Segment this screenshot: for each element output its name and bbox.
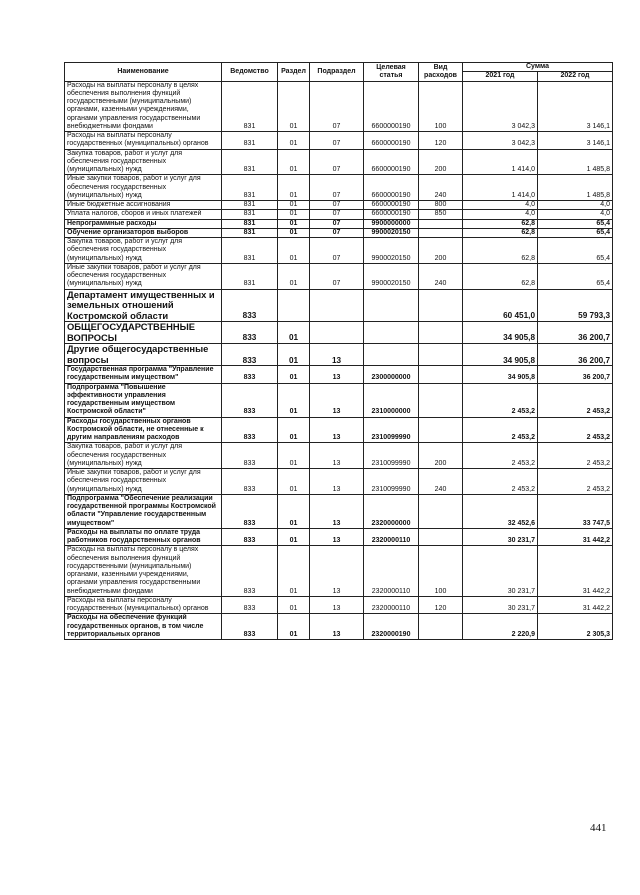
- cell-vedomstvo: 831: [222, 175, 278, 201]
- cell-razdel: 01: [278, 263, 310, 289]
- cell-sum-2021: 2 453,2: [463, 469, 538, 495]
- cell-name: Закупка товаров, работ и услуг для обеспечения государственных (муниципальных) нужд: [65, 238, 222, 264]
- table-row: [65, 614, 613, 640]
- cell-vid: [419, 228, 463, 237]
- table-row: [65, 201, 613, 210]
- cell-vedomstvo: 831: [222, 201, 278, 210]
- cell-target: 2310099990: [364, 469, 419, 495]
- cell-sum-2022: 1 485,8: [538, 175, 613, 201]
- cell-target: [364, 289, 419, 322]
- cell-name: Государственная программа "Управление государственным имуществом": [65, 366, 222, 384]
- cell-sum-2021: 34 905,8: [463, 366, 538, 384]
- cell-target: 9900020150: [364, 263, 419, 289]
- cell-vid: 120: [419, 596, 463, 614]
- cell-vedomstvo: 831: [222, 210, 278, 219]
- col-header-2022: 2022 год: [538, 72, 613, 81]
- cell-sum-2022: 31 442,2: [538, 596, 613, 614]
- cell-vedomstvo: 833: [222, 596, 278, 614]
- cell-target: 6600000190: [364, 210, 419, 219]
- cell-sum-2022: 1 485,8: [538, 149, 613, 175]
- cell-sum-2022: 36 200,7: [538, 322, 613, 344]
- cell-target: 2310099990: [364, 417, 419, 443]
- cell-razdel: 01: [278, 494, 310, 528]
- cell-vid: [419, 219, 463, 228]
- table-row: [65, 289, 613, 322]
- cell-podrazdel: 13: [310, 614, 364, 640]
- cell-target: 2320000110: [364, 546, 419, 597]
- cell-podrazdel: 07: [310, 263, 364, 289]
- cell-sum-2021: 2 453,2: [463, 383, 538, 417]
- cell-sum-2021: 30 231,7: [463, 546, 538, 597]
- cell-sum-2021: 62,8: [463, 238, 538, 264]
- table-row: [65, 132, 613, 150]
- cell-name: Иные закупки товаров, работ и услуг для обеспечения государственных (муниципальных) нужд: [65, 469, 222, 495]
- cell-podrazdel: 07: [310, 219, 364, 228]
- cell-podrazdel: 13: [310, 383, 364, 417]
- cell-sum-2021: 1 414,0: [463, 149, 538, 175]
- cell-vedomstvo: 833: [222, 494, 278, 528]
- table-row: [65, 546, 613, 597]
- col-header-razdel: Раздел: [278, 63, 310, 82]
- cell-razdel: 01: [278, 201, 310, 210]
- cell-sum-2022: 65,4: [538, 263, 613, 289]
- cell-sum-2021: 62,8: [463, 228, 538, 237]
- cell-sum-2022: 31 442,2: [538, 528, 613, 546]
- cell-razdel: 01: [278, 528, 310, 546]
- cell-target: 6600000190: [364, 201, 419, 210]
- cell-podrazdel: 07: [310, 210, 364, 219]
- cell-vid: 200: [419, 238, 463, 264]
- cell-name: Закупка товаров, работ и услуг для обеспечения государственных (муниципальных) нужд: [65, 443, 222, 469]
- cell-podrazdel: 13: [310, 494, 364, 528]
- col-header-vedomstvo: Ведомство: [222, 63, 278, 82]
- cell-sum-2021: 2 453,2: [463, 417, 538, 443]
- table-row: [65, 149, 613, 175]
- table-row: [65, 175, 613, 201]
- cell-vid: 200: [419, 443, 463, 469]
- cell-vid: 240: [419, 175, 463, 201]
- cell-vedomstvo: 831: [222, 228, 278, 237]
- cell-sum-2022: 2 453,2: [538, 383, 613, 417]
- cell-sum-2022: 65,4: [538, 219, 613, 228]
- cell-vedomstvo: 833: [222, 289, 278, 322]
- cell-vedomstvo: 833: [222, 344, 278, 366]
- cell-name: ОБЩЕГОСУДАРСТВЕННЫЕ ВОПРОСЫ: [65, 322, 222, 344]
- cell-razdel: 01: [278, 210, 310, 219]
- table-row: [65, 494, 613, 528]
- cell-vedomstvo: 833: [222, 366, 278, 384]
- cell-vid: [419, 322, 463, 344]
- cell-razdel: 01: [278, 149, 310, 175]
- cell-name: Иные закупки товаров, работ и услуг для обеспечения государственных (муниципальных) нужд: [65, 175, 222, 201]
- cell-razdel: 01: [278, 443, 310, 469]
- cell-name: Расходы на выплаты персоналу в целях обеспечения выполнения функций государственными (муниципальными) органами, казенными учреждениями, органами управления государственными внебюджетными фондами: [65, 81, 222, 132]
- cell-razdel: 01: [278, 344, 310, 366]
- table-body: [65, 81, 613, 640]
- cell-name: Расходы на выплаты персоналу в целях обеспечения выполнения функций государственными (муниципальными) органами, казенными учреждениями, органами управления государственными внебюджетными фондами: [65, 546, 222, 597]
- cell-razdel: 01: [278, 322, 310, 344]
- cell-podrazdel: 13: [310, 546, 364, 597]
- cell-vid: [419, 417, 463, 443]
- cell-podrazdel: 13: [310, 528, 364, 546]
- budget-sheet: [64, 62, 612, 640]
- cell-name: Департамент имущественных и земельных отношений Костромской области: [65, 289, 222, 322]
- cell-vedomstvo: 831: [222, 81, 278, 132]
- cell-razdel: 01: [278, 417, 310, 443]
- cell-name: Закупка товаров, работ и услуг для обеспечения государственных (муниципальных) нужд: [65, 149, 222, 175]
- cell-sum-2021: 30 231,7: [463, 528, 538, 546]
- cell-target: 2320000000: [364, 494, 419, 528]
- cell-vedomstvo: 833: [222, 383, 278, 417]
- cell-vedomstvo: 831: [222, 132, 278, 150]
- table-row: [65, 210, 613, 219]
- cell-podrazdel: 13: [310, 417, 364, 443]
- cell-razdel: [278, 289, 310, 322]
- cell-vid: 800: [419, 201, 463, 210]
- cell-podrazdel: 07: [310, 175, 364, 201]
- cell-vid: 240: [419, 469, 463, 495]
- cell-sum-2021: 62,8: [463, 263, 538, 289]
- cell-sum-2022: 65,4: [538, 238, 613, 264]
- cell-razdel: 01: [278, 596, 310, 614]
- cell-target: 2310099990: [364, 443, 419, 469]
- cell-name: Расходы на выплаты по оплате труда работников государственных органов: [65, 528, 222, 546]
- cell-razdel: 01: [278, 546, 310, 597]
- cell-sum-2022: 2 453,2: [538, 417, 613, 443]
- cell-razdel: 01: [278, 614, 310, 640]
- cell-razdel: 01: [278, 238, 310, 264]
- cell-sum-2022: 33 747,5: [538, 494, 613, 528]
- cell-vid: [419, 383, 463, 417]
- cell-vedomstvo: 831: [222, 149, 278, 175]
- cell-name: Иные закупки товаров, работ и услуг для обеспечения государственных (муниципальных) нужд: [65, 263, 222, 289]
- col-header-2021: 2021 год: [463, 72, 538, 81]
- cell-vid: [419, 494, 463, 528]
- cell-podrazdel: 07: [310, 228, 364, 237]
- cell-sum-2022: 3 146,1: [538, 132, 613, 150]
- cell-sum-2021: 4,0: [463, 201, 538, 210]
- cell-vid: [419, 528, 463, 546]
- cell-sum-2022: 36 200,7: [538, 366, 613, 384]
- cell-podrazdel: 13: [310, 596, 364, 614]
- cell-sum-2022: 2 453,2: [538, 469, 613, 495]
- cell-target: 6600000190: [364, 81, 419, 132]
- cell-podrazdel: 13: [310, 469, 364, 495]
- cell-name: Иные бюджетные ассигнования: [65, 201, 222, 210]
- cell-sum-2022: 36 200,7: [538, 344, 613, 366]
- cell-target: 2300000000: [364, 366, 419, 384]
- table-row: [65, 596, 613, 614]
- table-row: [65, 528, 613, 546]
- cell-sum-2022: 3 146,1: [538, 81, 613, 132]
- cell-sum-2021: 1 414,0: [463, 175, 538, 201]
- cell-podrazdel: 07: [310, 201, 364, 210]
- cell-vedomstvo: 833: [222, 469, 278, 495]
- cell-target: 2310000000: [364, 383, 419, 417]
- cell-sum-2021: 62,8: [463, 219, 538, 228]
- cell-target: 2320000190: [364, 614, 419, 640]
- cell-vedomstvo: 833: [222, 322, 278, 344]
- table-row: [65, 81, 613, 132]
- cell-vid: [419, 614, 463, 640]
- cell-sum-2022: 2 305,3: [538, 614, 613, 640]
- cell-target: [364, 344, 419, 366]
- cell-sum-2022: 59 793,3: [538, 289, 613, 322]
- cell-name: Расходы государственных органов Костромской области, не отнесенные к другим направлениям расходов: [65, 417, 222, 443]
- cell-sum-2021: 4,0: [463, 210, 538, 219]
- cell-razdel: 01: [278, 228, 310, 237]
- cell-podrazdel: [310, 322, 364, 344]
- cell-sum-2022: 4,0: [538, 201, 613, 210]
- cell-name: Обучение организаторов выборов: [65, 228, 222, 237]
- cell-podrazdel: 07: [310, 149, 364, 175]
- cell-vid: [419, 344, 463, 366]
- cell-name: Другие общегосударственные вопросы: [65, 344, 222, 366]
- cell-name: Подпрограмма "Обеспечение реализации государственной программы Костромской области "Управление государственным имуществом": [65, 494, 222, 528]
- cell-name: Уплата налогов, сборов и иных платежей: [65, 210, 222, 219]
- cell-vedomstvo: 833: [222, 546, 278, 597]
- cell-name: Расходы на выплаты персоналу государственных (муниципальных) органов: [65, 596, 222, 614]
- cell-podrazdel: 07: [310, 81, 364, 132]
- cell-razdel: 01: [278, 219, 310, 228]
- col-header-name: Наименование: [65, 63, 222, 82]
- cell-sum-2021: 34 905,8: [463, 322, 538, 344]
- cell-vid: [419, 289, 463, 322]
- cell-vedomstvo: 833: [222, 528, 278, 546]
- table-row: [65, 228, 613, 237]
- cell-sum-2022: 4,0: [538, 210, 613, 219]
- cell-sum-2021: 60 451,0: [463, 289, 538, 322]
- cell-podrazdel: [310, 289, 364, 322]
- cell-vedomstvo: 833: [222, 417, 278, 443]
- cell-target: 6600000190: [364, 175, 419, 201]
- table-row: [65, 417, 613, 443]
- cell-razdel: 01: [278, 175, 310, 201]
- col-header-vid: Вид расходов: [419, 63, 463, 82]
- cell-target: 2320000110: [364, 596, 419, 614]
- cell-sum-2022: 65,4: [538, 228, 613, 237]
- cell-vid: [419, 366, 463, 384]
- col-header-podrazdel: Подраздел: [310, 63, 364, 82]
- cell-vedomstvo: 831: [222, 219, 278, 228]
- cell-target: 9900020150: [364, 238, 419, 264]
- cell-vid: 850: [419, 210, 463, 219]
- cell-razdel: 01: [278, 81, 310, 132]
- cell-vid: 120: [419, 132, 463, 150]
- cell-sum-2022: 31 442,2: [538, 546, 613, 597]
- cell-vid: 240: [419, 263, 463, 289]
- table-row: [65, 238, 613, 264]
- table-row: [65, 383, 613, 417]
- table-row: [65, 322, 613, 344]
- cell-name: Подпрограмма "Повышение эффективности управления государственным имуществом Костромской области": [65, 383, 222, 417]
- cell-podrazdel: 07: [310, 132, 364, 150]
- cell-sum-2021: 2 453,2: [463, 443, 538, 469]
- cell-vid: 100: [419, 81, 463, 132]
- table-row: [65, 469, 613, 495]
- page-number: 441: [590, 822, 607, 834]
- cell-sum-2022: 2 453,2: [538, 443, 613, 469]
- col-header-summa: Сумма: [463, 63, 613, 72]
- table-row: [65, 443, 613, 469]
- cell-name: Непрограммные расходы: [65, 219, 222, 228]
- cell-target: 6600000190: [364, 132, 419, 150]
- cell-sum-2021: 2 220,9: [463, 614, 538, 640]
- cell-target: 9900020150: [364, 228, 419, 237]
- cell-name: Расходы на обеспечение функций государственных органов, в том числе территориальных органов: [65, 614, 222, 640]
- cell-podrazdel: 07: [310, 238, 364, 264]
- cell-razdel: 01: [278, 469, 310, 495]
- cell-podrazdel: 13: [310, 344, 364, 366]
- cell-podrazdel: 13: [310, 443, 364, 469]
- col-header-target: Целевая статья: [364, 63, 419, 82]
- cell-vedomstvo: 831: [222, 238, 278, 264]
- cell-vid: 200: [419, 149, 463, 175]
- table-row: [65, 263, 613, 289]
- cell-sum-2021: 34 905,8: [463, 344, 538, 366]
- cell-target: [364, 322, 419, 344]
- cell-target: 6600000190: [364, 149, 419, 175]
- budget-table: [64, 62, 613, 640]
- cell-podrazdel: 13: [310, 366, 364, 384]
- cell-target: 9900000000: [364, 219, 419, 228]
- cell-target: 2320000110: [364, 528, 419, 546]
- cell-sum-2021: 3 042,3: [463, 132, 538, 150]
- cell-razdel: 01: [278, 383, 310, 417]
- cell-vedomstvo: 833: [222, 614, 278, 640]
- cell-sum-2021: 32 452,6: [463, 494, 538, 528]
- table-row: [65, 344, 613, 366]
- cell-vedomstvo: 833: [222, 443, 278, 469]
- table-row: [65, 366, 613, 384]
- cell-razdel: 01: [278, 132, 310, 150]
- cell-name: Расходы на выплаты персоналу государственных (муниципальных) органов: [65, 132, 222, 150]
- cell-vid: 100: [419, 546, 463, 597]
- cell-razdel: 01: [278, 366, 310, 384]
- cell-sum-2021: 3 042,3: [463, 81, 538, 132]
- cell-vedomstvo: 831: [222, 263, 278, 289]
- cell-sum-2021: 30 231,7: [463, 596, 538, 614]
- table-row: [65, 219, 613, 228]
